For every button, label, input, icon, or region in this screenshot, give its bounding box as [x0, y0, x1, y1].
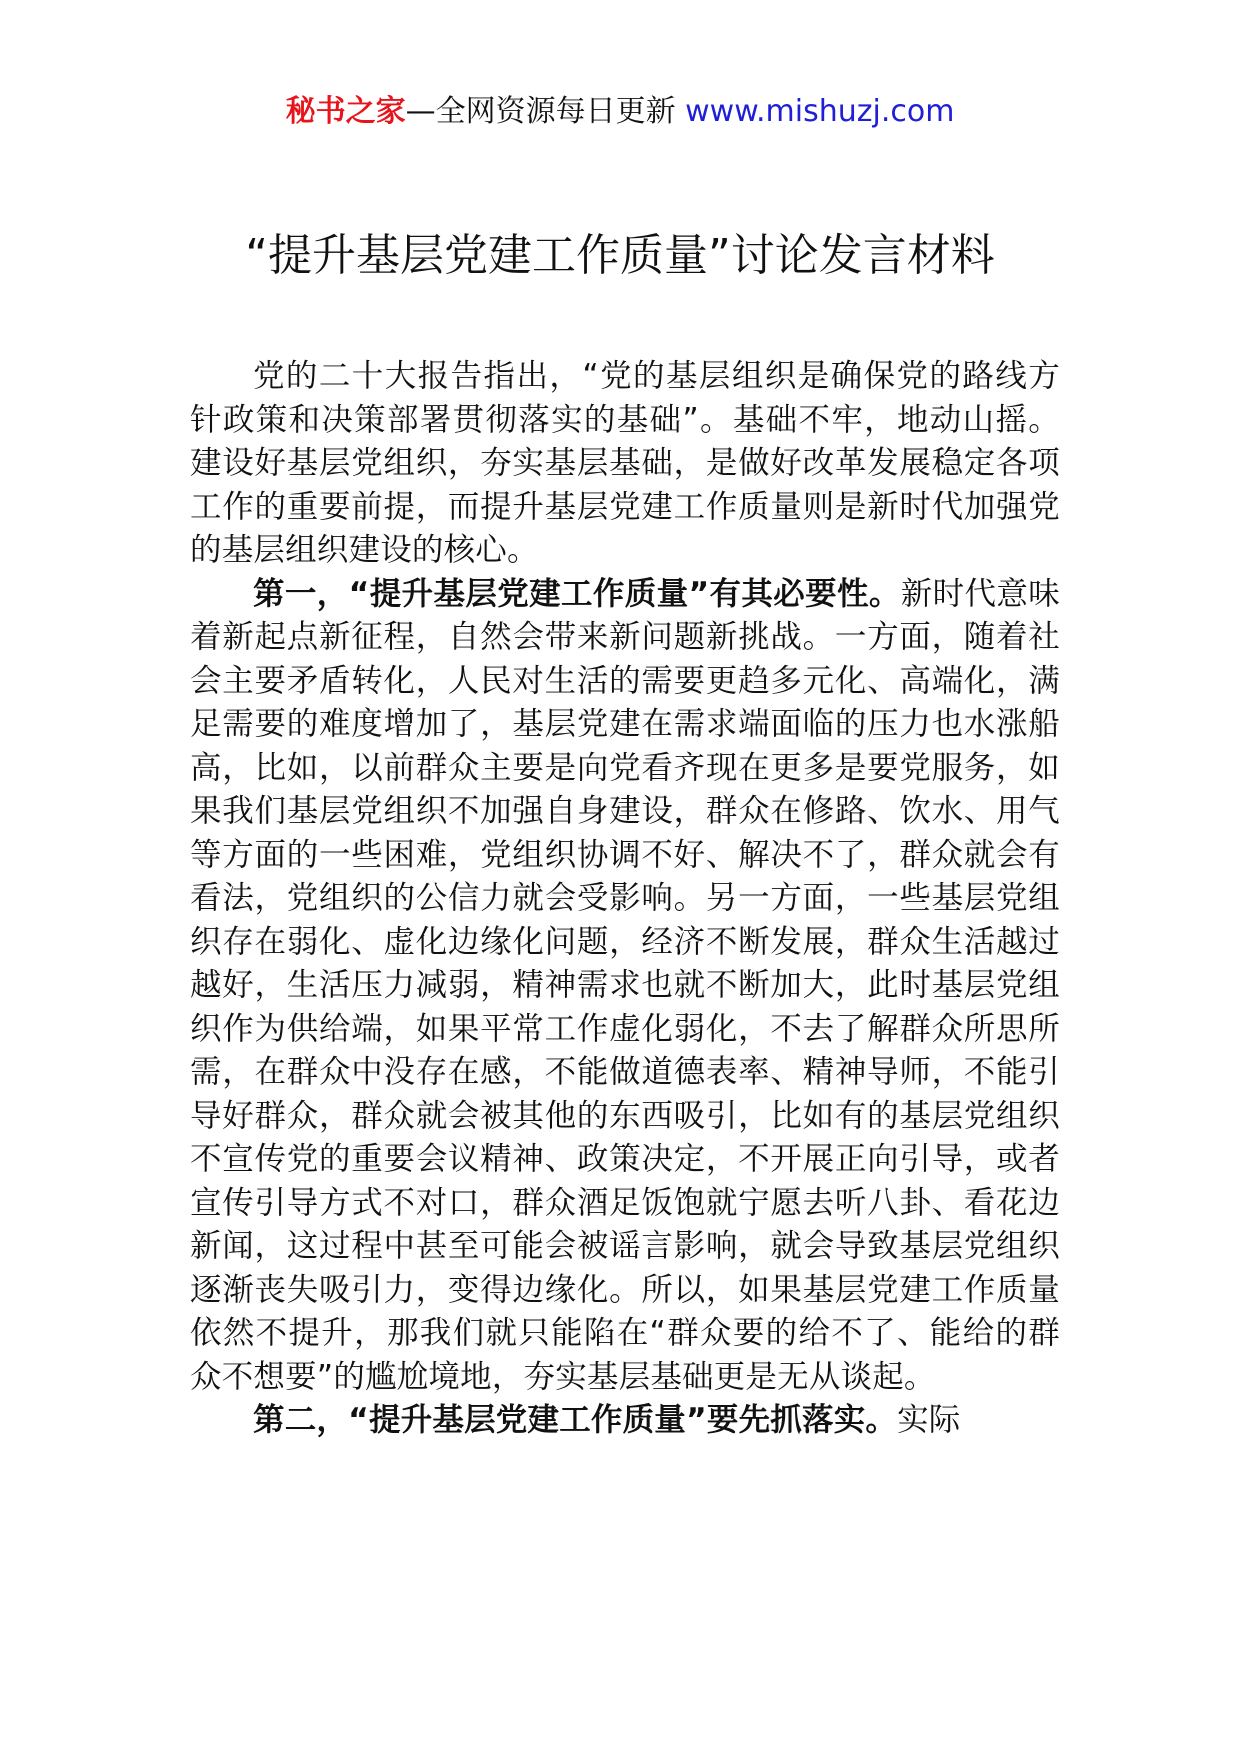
document-title: “提升基层党建工作质量”讨论发言材料: [245, 230, 995, 281]
section-1-body: 新时代意味着新起点新征程，自然会带来新问题新挑战。一方面，随着社会主要矛盾转化，人民对生活的需要更趋多元化、高端化，满足需要的难度增加了，基层党建在需求端面临的压力也水涨船高，比如，以前群众主要是向党看齐现在更多是要党服务，如果我们基层党组织不加强自身建设，群众在修路、饮水、用气等方面的一些困难，党组织协调不好、解决不了，群众就会有看法，党组织的公信力就会受影响。另一方面，一些基层党组织存在弱化、虚化边缘化问题，经济不断发展，群众生活越过越好，生活压力减弱，精神需求也就不断加大，此时基层党组织作为供给端，如果平常工作虚化弱化，不去了解群众所思所需，在群众中没存在感，不能做道德表率、精神导师，不能引导好群众，群众就会被其他的东西吸引，比如有的基层党组织不宣传党的重要会议精神、政策决定，不开展正向引导，或者宣传引导方式不对口，群众酒足饭饱就宁愿去听八卦、看花边新闻，这过程中甚至可能会被谣言影响，就会导致基层党组织逐渐丧失吸引力，变得边缘化。所以，如果基层党建工作质量依然不提升，那我们就只能陷在“群众要的给不了、能给的群众不想要”的尴尬境地，夯实基层基础更是无从谈起。: [190, 575, 1060, 1395]
site-tagline: —全网资源每日更新: [405, 94, 676, 129]
section-1-lead: 第一，“提升基层党建工作质量”有其必要性。: [253, 575, 901, 612]
document-body: [190, 355, 1060, 1443]
site-brand: 秘书之家: [285, 94, 406, 129]
site-url-link[interactable]: www.mishuzj.com: [685, 94, 955, 129]
intro-paragraph: 党的二十大报告指出，“党的基层组织是确保党的路线方针政策和决策部署贯彻落实的基础”。基础不牢，地动山摇。建设好基层党组织，夯实基层基础，是做好改革发展稳定各项工作的重要前提，而提升基层党建工作质量则是新时代加强党的基层组织建设的核心。: [190, 358, 1060, 568]
section-2-body: 实际: [897, 1402, 961, 1438]
site-header: [0, 92, 1240, 132]
section-2-paragraph: [190, 1399, 1060, 1443]
section-1-paragraph: [190, 573, 1060, 1400]
section-2-lead: 第二，“提升基层党建工作质量”要先抓落实。: [253, 1402, 898, 1438]
